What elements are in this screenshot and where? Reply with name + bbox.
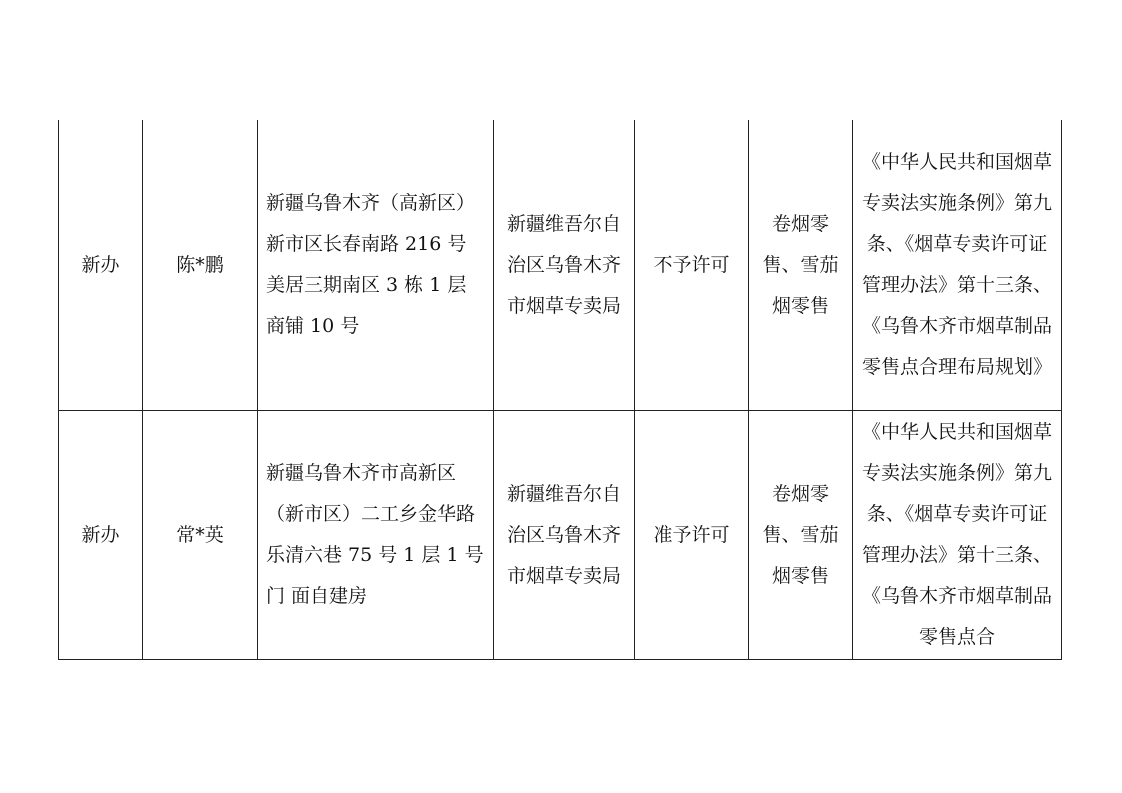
scope-cell: 卷烟零售、雪茄烟零售 (749, 411, 853, 660)
license-decision-table (58, 120, 1062, 660)
address-cell: 新疆乌鲁木齐（高新区）新市区长春南路 216 号美居三期南区 3 栋 1 层商铺 10 号 (258, 120, 494, 411)
address-cell: 新疆乌鲁木齐市高新区（新市区）二工乡金华路乐清六巷 75 号 1 层 1 号门 面自建房 (258, 411, 494, 660)
basis-cell: 《中华人民共和国烟草专卖法实施条例》第九条、《烟草专卖许可证管理办法》第十三条、《乌鲁木齐市烟草制品零售点合 (853, 411, 1062, 660)
table-row (59, 120, 1062, 411)
scope-cell: 卷烟零售、雪茄烟零售 (749, 120, 853, 411)
decision-cell: 不予许可 (635, 120, 749, 411)
name-cell: 常*英 (143, 411, 258, 660)
decision-cell: 准予许可 (635, 411, 749, 660)
name-cell: 陈*鹏 (143, 120, 258, 411)
authority-cell: 新疆维吾尔自治区乌鲁木齐市烟草专卖局 (494, 411, 635, 660)
table-row (59, 411, 1062, 660)
type-cell: 新办 (59, 411, 143, 660)
authority-cell: 新疆维吾尔自治区乌鲁木齐市烟草专卖局 (494, 120, 635, 411)
type-cell: 新办 (59, 120, 143, 411)
basis-cell: 《中华人民共和国烟草专卖法实施条例》第九条、《烟草专卖许可证管理办法》第十三条、《乌鲁木齐市烟草制品零售点合理布局规划》 (853, 120, 1062, 411)
